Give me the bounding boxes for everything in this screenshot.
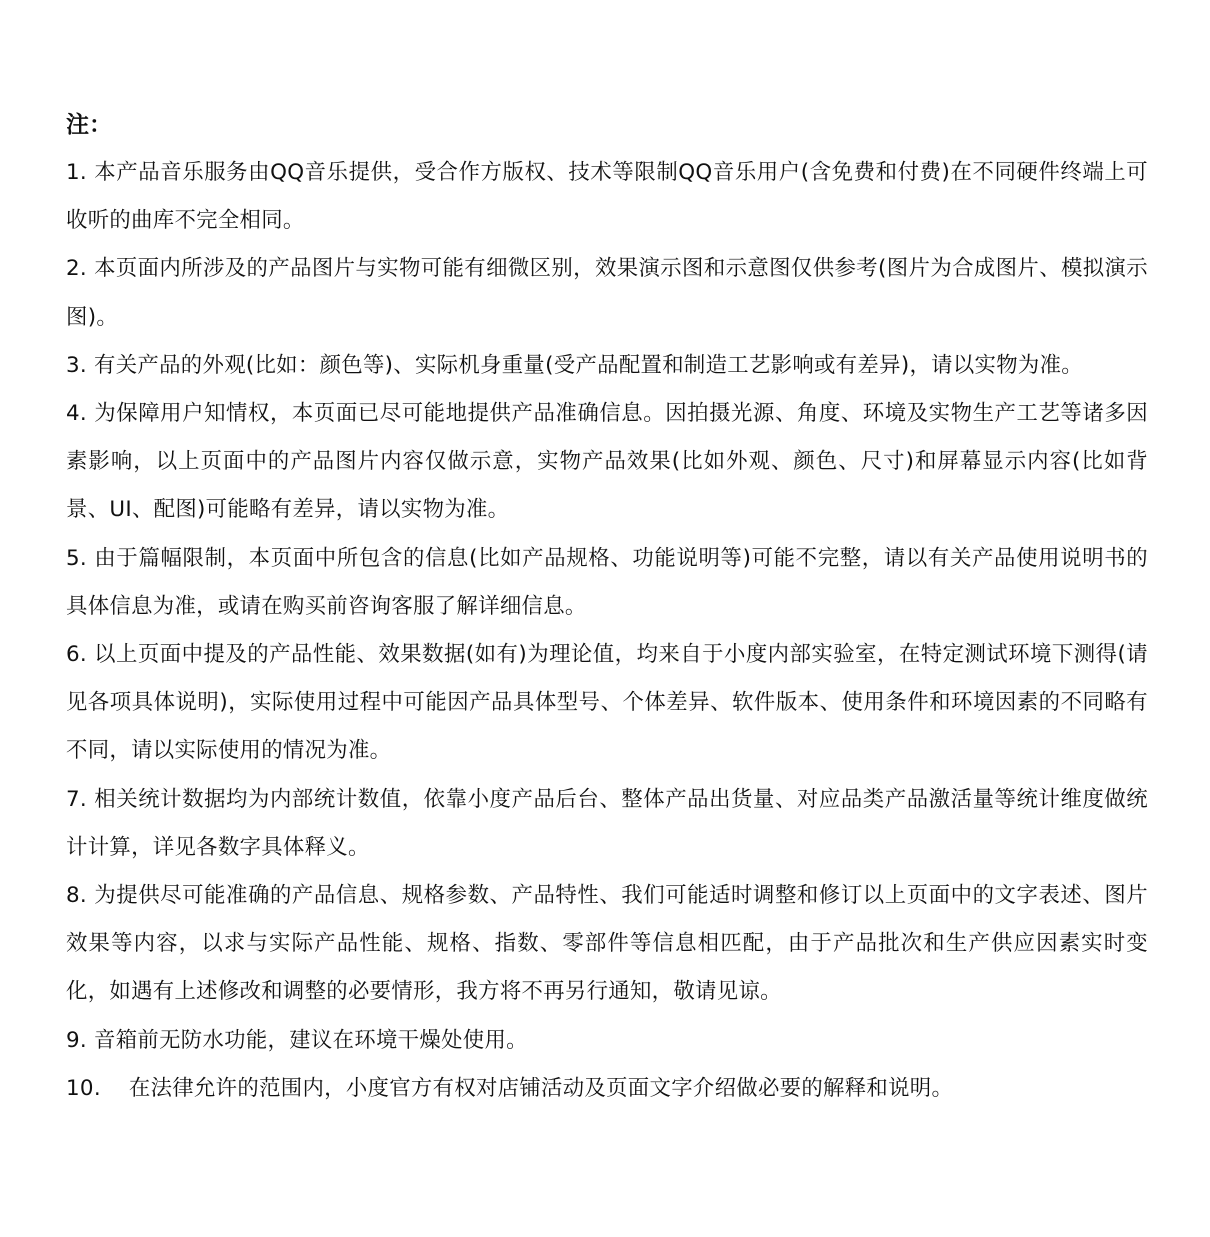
note-number: 1. (66, 160, 88, 185)
note-number: 6. (66, 642, 88, 668)
note-item-4 (66, 390, 1148, 535)
note-text: 本页面内所涉及的产品图片与实物可能有细微区别，效果演示图和示意图仅供参考(图片为合成图片、模拟演示图)。 (66, 256, 1148, 330)
notes-list (66, 149, 1148, 1113)
note-text: 本产品音乐服务由QQ音乐提供，受合作方版权、技术等限制QQ音乐用户(含免费和付费)在不同硬件终端上可收听的曲库不完全相同。 (66, 160, 1148, 234)
note-text: 为保障用户知情权，本页面已尽可能地提供产品准确信息。因拍摄光源、角度、环境及实物生产工艺等诸多因素影响，以上页面中的产品图片内容仅做示意，实物产品效果(比如外观、颜色、尺寸)和屏幕显示内容(比如背景、UI、配图)可能略有差异，请以实物为准。 (66, 401, 1148, 523)
note-item-7 (66, 776, 1148, 872)
note-item-2 (66, 245, 1148, 341)
note-number: 9. (66, 1027, 88, 1053)
note-item-9 (66, 1017, 1148, 1065)
note-item-8 (66, 872, 1148, 1017)
note-item-1 (66, 149, 1148, 245)
note-number: 10. (66, 1075, 101, 1101)
note-number: 3. (66, 352, 88, 378)
note-number: 8. (66, 883, 88, 909)
note-item-10 (66, 1065, 1148, 1113)
note-item-6 (66, 631, 1148, 776)
note-text: 音箱前无防水功能，建议在环境干燥处使用。 (94, 1027, 528, 1053)
notes-title: 注： (66, 112, 112, 138)
note-text: 相关统计数据均为内部统计数值，依靠小度产品后台、整体产品出货量、对应品类产品激活量等统计维度做统计计算，详见各数字具体释义。 (66, 786, 1148, 860)
note-number: 5. (66, 545, 88, 571)
note-text: 由于篇幅限制，本页面中所包含的信息(比如产品规格、功能说明等)可能不完整，请以有关产品使用说明书的具体信息为准，或请在购买前咨询客服了解详细信息。 (66, 545, 1148, 619)
notes-section (66, 101, 1148, 1113)
note-item-3 (66, 342, 1148, 390)
note-number: 2. (66, 256, 88, 282)
note-number: 4. (66, 401, 88, 427)
note-text: 有关产品的外观(比如：颜色等)、实际机身重量(受产品配置和制造工艺影响或有差异)，请以实物为准。 (94, 352, 1083, 378)
note-number: 7. (66, 786, 88, 812)
note-item-5 (66, 535, 1148, 631)
note-text: 在法律允许的范围内，小度官方有权对店铺活动及页面文字介绍做必要的解释和说明。 (128, 1075, 954, 1101)
note-text: 为提供尽可能准确的产品信息、规格参数、产品特性、我们可能适时调整和修订以上页面中的文字表述、图片效果等内容，以求与实际产品性能、规格、指数、零部件等信息相匹配，由于产品批次和生产供应因素实时变化，如遇有上述修改和调整的必要情形，我方将不再另行通知，敬请见谅。 (66, 883, 1148, 1005)
note-text: 以上页面中提及的产品性能、效果数据(如有)为理论值，均来自于小度内部实验室，在特定测试环境下测得(请见各项具体说明)，实际使用过程中可能因产品具体型号、个体差异、软件版本、使用条件和环境因素的不同略有不同，请以实际使用的情况为准。 (66, 642, 1148, 764)
